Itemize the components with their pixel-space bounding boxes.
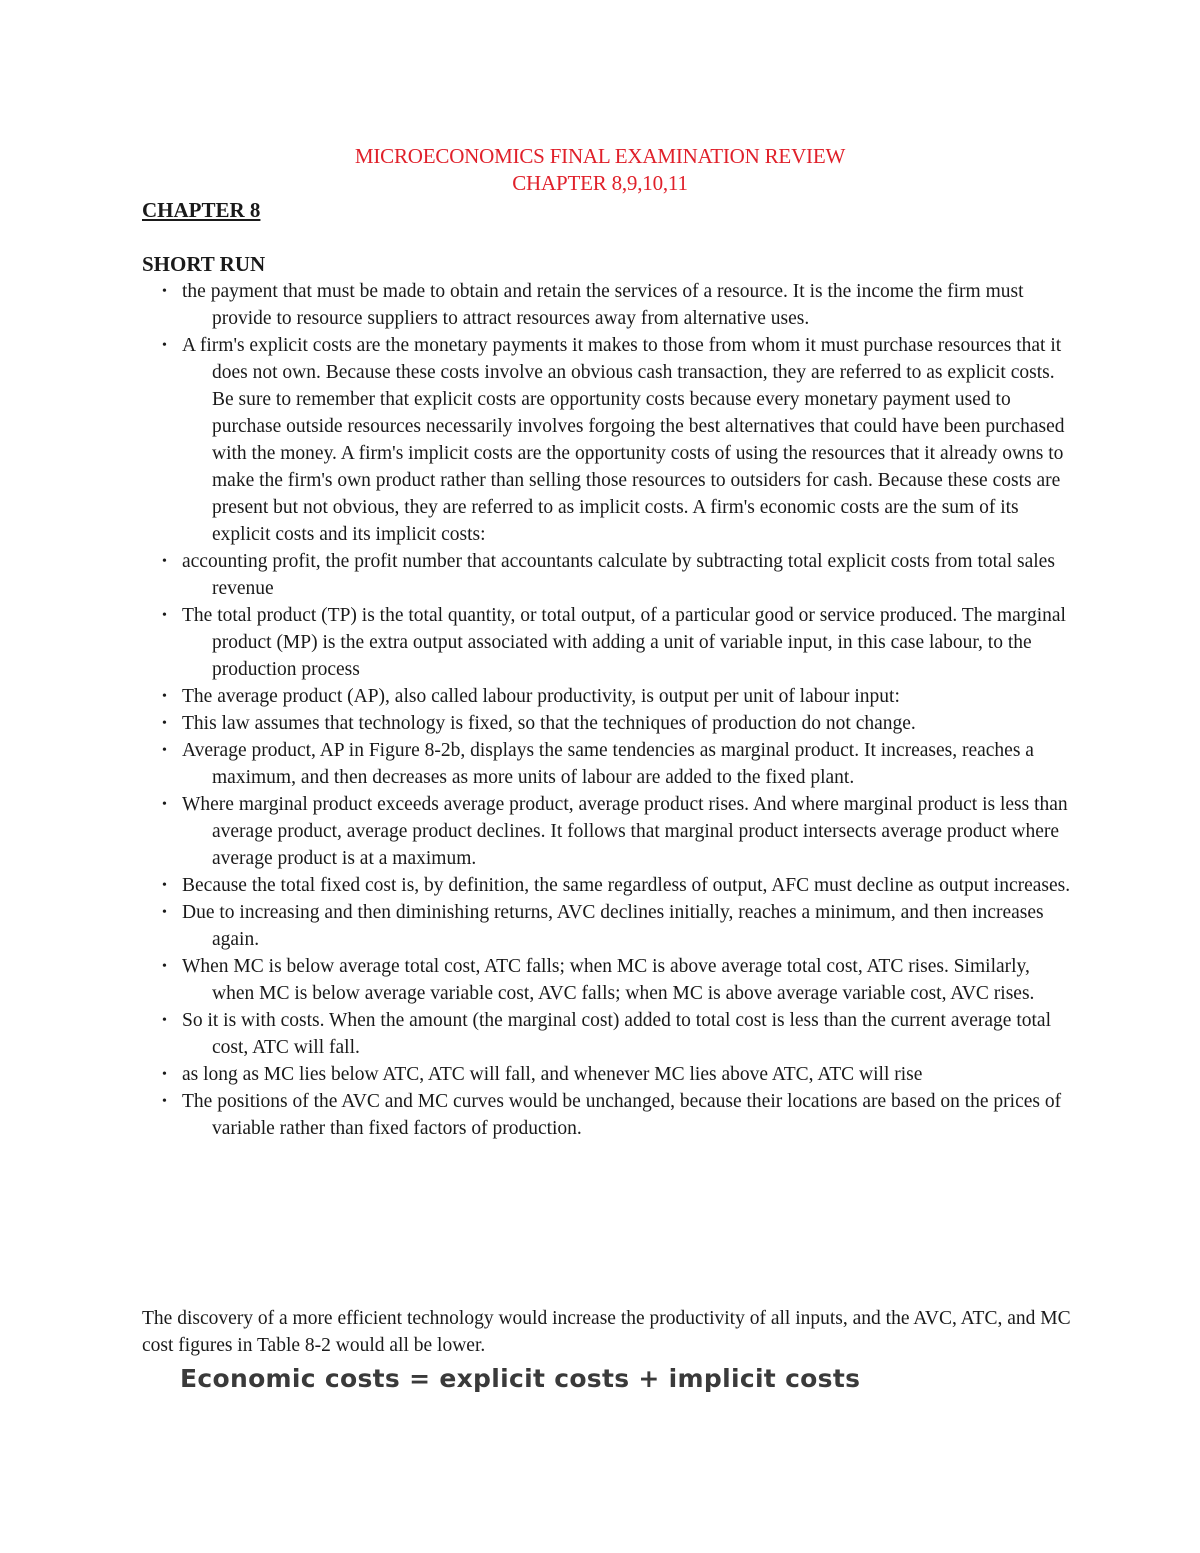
- bullet-icon: •: [162, 878, 167, 893]
- list-item-text: Average product, AP in Figure 8-2b, displays the same tendencies as marginal product. It increases, reaches a maximum, and then decreases as more units of labour are added to the fixed plant.: [182, 740, 1034, 788]
- list-item-text: Because the total fixed cost is, by definition, the same regardless of output, AFC must decline as output increases.: [182, 875, 1071, 896]
- list-item: [142, 1007, 1072, 1061]
- bullet-icon: •: [162, 716, 167, 731]
- bullet-icon: •: [162, 1094, 167, 1109]
- list-item-text: When MC is below average total cost, ATC falls; when MC is above average total cost, ATC rises. Similarly, when MC is below average variable cost, AVC falls; when MC is above average variable cost, AVC rises.: [182, 956, 1035, 1004]
- bullet-icon: •: [162, 905, 167, 920]
- list-item: [142, 737, 1072, 791]
- list-item: [142, 602, 1072, 683]
- list-item-text: The positions of the AVC and MC curves would be unchanged, because their locations are based on the prices of variable rather than fixed factors of production.: [182, 1091, 1062, 1139]
- bullet-icon: •: [162, 797, 167, 812]
- bullet-icon: •: [162, 608, 167, 623]
- bullet-list: [142, 278, 1072, 1142]
- bullet-icon: •: [162, 284, 167, 299]
- economic-costs-formula: Economic costs = explicit costs + implicit costs: [180, 1364, 861, 1393]
- list-item: [142, 899, 1072, 953]
- section-heading: SHORT RUN: [142, 252, 266, 276]
- document-title: MICROECONOMICS FINAL EXAMINATION REVIEW: [354, 144, 846, 168]
- list-item-text: Due to increasing and then diminishing returns, AVC declines initially, reaches a minimum, and then increases again.: [182, 902, 1044, 950]
- bullet-icon: •: [162, 554, 167, 569]
- list-item: [142, 872, 1072, 899]
- list-item-text: as long as MC lies below ATC, ATC will fall, and whenever MC lies above ATC, ATC will rise: [182, 1064, 923, 1085]
- bullet-icon: •: [162, 1013, 167, 1028]
- list-item: [142, 791, 1072, 872]
- list-item-text: A firm's explicit costs are the monetary payments it makes to those from whom it must purchase resources that it does not own. Because these costs involve an obvious cash transaction, they are referred to as explicit costs. Be sure to remember that explicit costs are opportunity costs because every monetary payment used to purchase outside resources necessarily involves forgoing the best alternatives that could have been purchased with the money. A firm's implicit costs are the opportunity costs of using the resources that it already owns to make the firm's own product rather than selling those resources to outsiders for cash. Because these costs are present but not obvious, they are referred to as implicit costs. A firm's economic costs are the sum of its explicit costs and its implicit costs:: [182, 335, 1065, 545]
- list-item: [142, 1088, 1072, 1142]
- list-item: [142, 1061, 1072, 1088]
- list-item-text: So it is with costs. When the amount (the marginal cost) added to total cost is less than the current average total cost, ATC will fall.: [182, 1010, 1051, 1058]
- list-item-text: The average product (AP), also called labour productivity, is output per unit of labour input:: [182, 686, 900, 707]
- list-item-text: the payment that must be made to obtain and retain the services of a resource. It is the income the firm must provide to resource suppliers to attract resources away from alternative uses.: [182, 281, 1024, 329]
- list-item: [142, 332, 1072, 548]
- chapter-heading: CHAPTER 8: [142, 198, 261, 222]
- list-item: [142, 548, 1072, 602]
- list-item: [142, 953, 1072, 1007]
- list-item: [142, 278, 1072, 332]
- bullet-icon: •: [162, 689, 167, 704]
- list-item-text: The total product (TP) is the total quantity, or total output, of a particular good or service produced. The marginal product (MP) is the extra output associated with adding a unit of variable input, in this case labour, to the production process: [182, 605, 1066, 680]
- bullet-icon: •: [162, 743, 167, 758]
- list-item: [142, 710, 1072, 737]
- list-item-text: This law assumes that technology is fixed, so that the techniques of production do not change.: [182, 713, 916, 734]
- bullet-icon: •: [162, 959, 167, 974]
- closing-paragraph: The discovery of a more efficient technology would increase the productivity of all inputs, and the AVC, ATC, and MC cost figures in Table 8-2 would all be lower.: [142, 1308, 1071, 1356]
- list-item: [142, 683, 1072, 710]
- list-item-text: Where marginal product exceeds average product, average product rises. And where marginal product is less than average product, average product declines. It follows that marginal product intersects average product where average product is at a maximum.: [182, 794, 1068, 869]
- list-item-text: accounting profit, the profit number that accountants calculate by subtracting total explicit costs from total sales revenue: [182, 551, 1055, 599]
- document-subtitle: CHAPTER 8,9,10,11: [512, 171, 688, 195]
- bullet-icon: •: [162, 1067, 167, 1082]
- bullet-icon: •: [162, 338, 167, 353]
